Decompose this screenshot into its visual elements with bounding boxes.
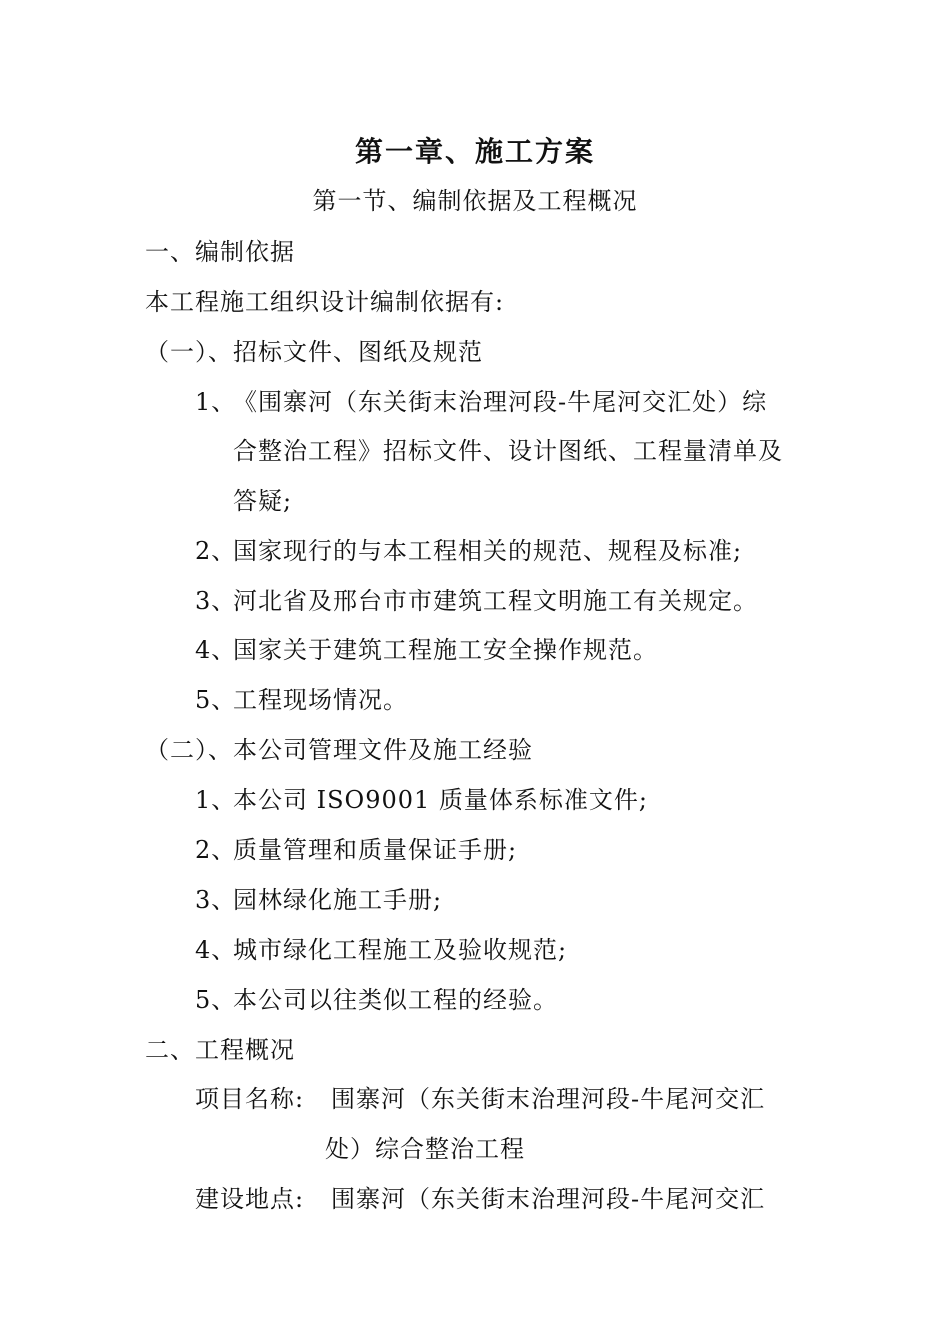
project-name-label: 项目名称: [195, 1085, 305, 1113]
location-label: 建设地点: [195, 1185, 305, 1213]
item-number: 2、 [195, 836, 237, 864]
group1-heading: （一）、招标文件、图纸及规范 [145, 338, 483, 366]
item-number: 3、 [195, 587, 237, 615]
item-number: 2、 [195, 537, 237, 565]
item-text: 国家关于建筑工程施工安全操作规范。 [233, 636, 658, 664]
item-text: 工程现场情况。 [233, 686, 408, 714]
project-name-value-continuation: 处）综合整治工程 [325, 1135, 525, 1163]
item-number: 1、 [195, 388, 237, 416]
item-text: 园林绿化施工手册; [233, 886, 443, 914]
chapter-title: 第一章、施工方案 [354, 135, 595, 168]
list-item [195, 784, 648, 816]
item-number: 5、 [195, 686, 237, 714]
list-item [195, 934, 567, 966]
item-text: 《围寨河（东关街末治理河段-牛尾河交汇处）综 [233, 388, 768, 416]
item-text: 本公司以往类似工程的经验。 [233, 986, 558, 1014]
list-item [195, 386, 767, 418]
project-name-value: 围寨河（东关街末治理河段-牛尾河交汇 [331, 1085, 766, 1113]
item-text: 本公司 ISO9001 质量体系标准文件; [233, 786, 649, 814]
item-number: 3、 [195, 886, 237, 914]
item-number: 4、 [195, 936, 237, 964]
list-item-continuation: 答疑; [233, 487, 293, 515]
item-number: 4、 [195, 636, 237, 664]
list-item [195, 585, 758, 617]
list-item [195, 684, 408, 716]
item-text: 质量管理和质量保证手册; [233, 836, 518, 864]
item-text: 河北省及邢台市市建筑工程文明施工有关规定。 [233, 587, 758, 615]
item-number: 1、 [195, 786, 237, 814]
group2-heading: （二）、本公司管理文件及施工经验 [145, 736, 533, 764]
list-item [195, 984, 558, 1016]
section-title: 第一节、编制依据及工程概况 [312, 187, 638, 215]
item-text: 国家现行的与本工程相关的规范、规程及标准; [233, 537, 743, 565]
item-text: 城市绿化工程施工及验收规范; [233, 936, 568, 964]
location-value: 围寨河（东关街末治理河段-牛尾河交汇 [331, 1185, 766, 1213]
list-item [195, 535, 742, 567]
list-item [195, 634, 658, 666]
part2-heading: 二、工程概况 [145, 1036, 295, 1064]
list-item-continuation: 合整治工程》招标文件、设计图纸、工程量清单及 [233, 437, 783, 465]
part1-heading: 一、编制依据 [145, 238, 295, 266]
item-number: 5、 [195, 986, 237, 1014]
list-item [195, 834, 517, 866]
part1-intro: 本工程施工组织设计编制依据有: [145, 288, 505, 316]
list-item [195, 884, 442, 916]
